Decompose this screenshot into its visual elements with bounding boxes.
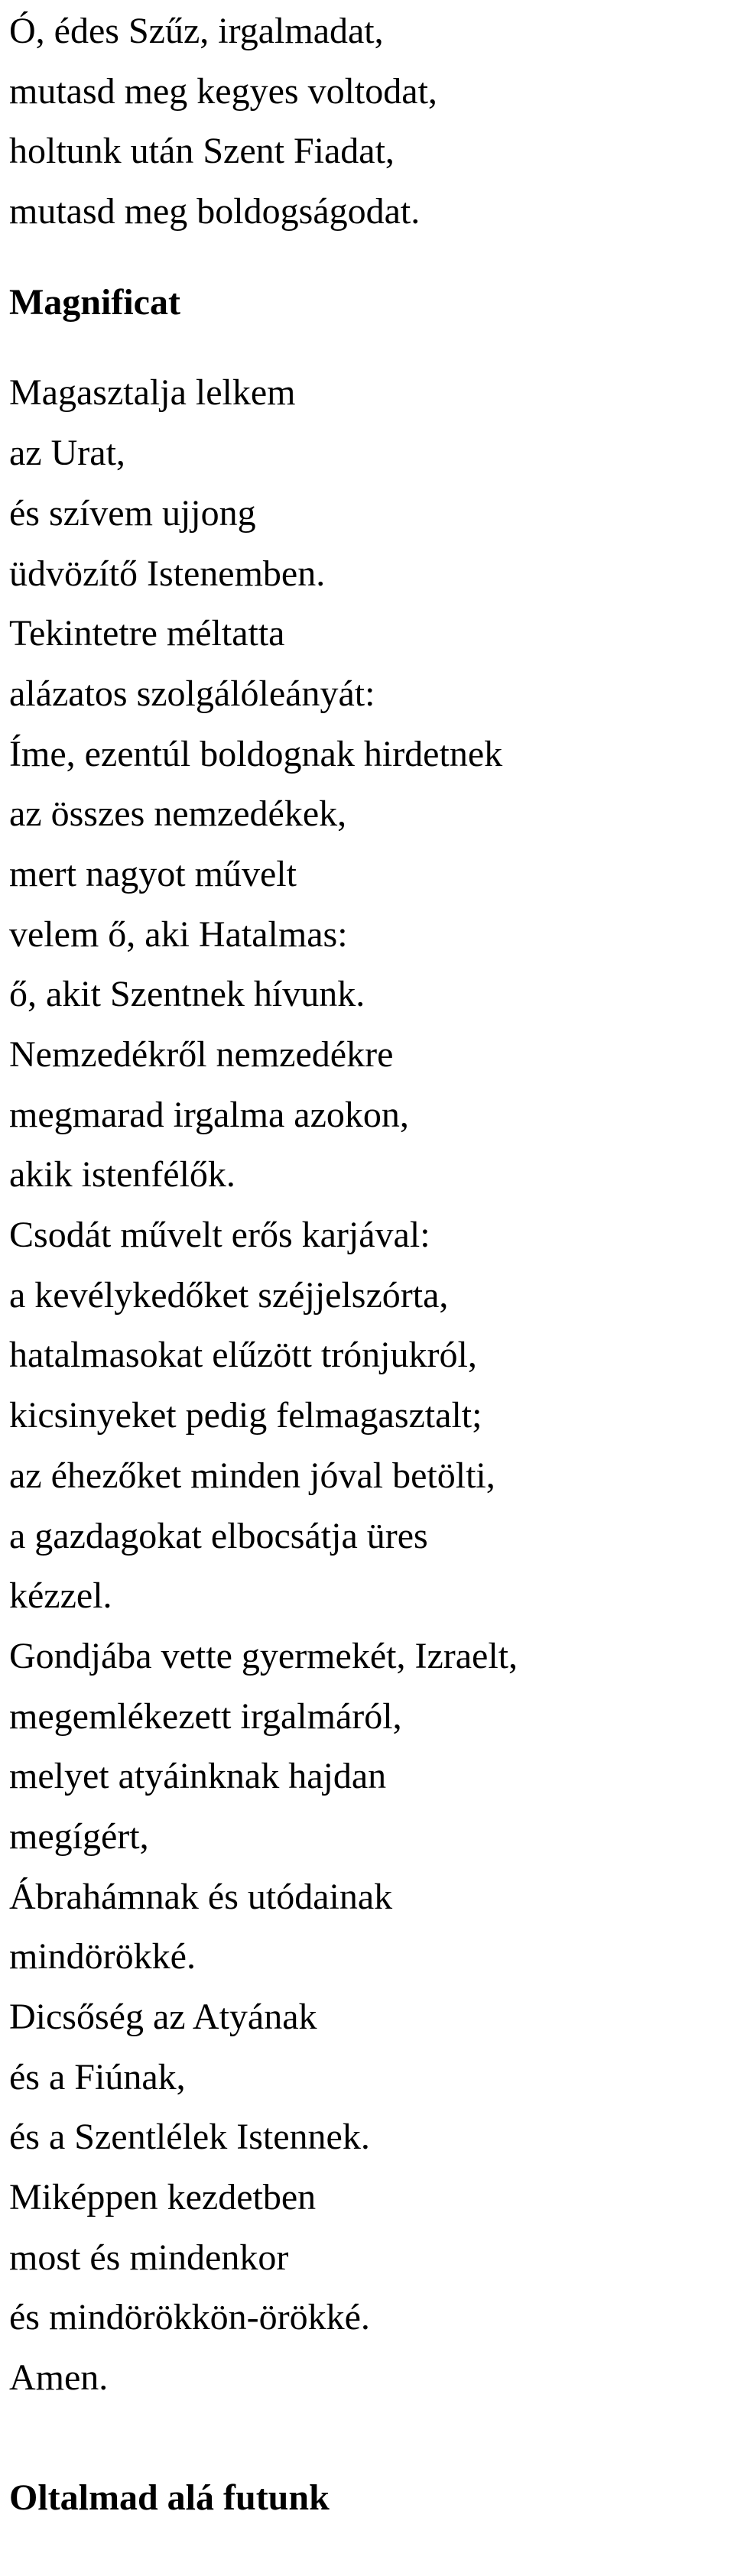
spacer <box>9 242 728 273</box>
verse-line: velem ő, aki Hatalmas: <box>9 913 348 955</box>
verse-line: Amen. <box>9 2357 109 2399</box>
verse-line: hatalmasokat elűzött trónjukról, <box>9 1335 477 1376</box>
verse-line: kicsinyeket pedig felmagasztalt; <box>9 1395 482 1436</box>
verse-line: megemlékezett irgalmáról, <box>9 1695 402 1737</box>
document-page <box>9 2 728 2529</box>
verse-line: mindörökké. <box>9 1936 196 1977</box>
verse-line: alázatos szolgálóleányát: <box>9 673 375 714</box>
verse-line: megígért, <box>9 1815 149 1857</box>
verse-line: az éhezőket minden jóval betölti, <box>9 1455 495 1496</box>
spacer <box>9 2409 728 2468</box>
verse-line: melyet atyáinknak hajdan <box>9 1756 387 1797</box>
verse-line: akik istenfélők. <box>9 1154 235 1196</box>
next-section-title: Oltalmad alá futunk <box>9 2477 330 2518</box>
verse-line: mutasd meg boldogságodat. <box>9 191 421 232</box>
verse-line: és mindörökkön-örökké. <box>9 2297 370 2338</box>
verse-line: megmarad irgalma azokon, <box>9 1094 409 1135</box>
verse-line: és a Fiúnak, <box>9 2056 186 2097</box>
verse-line: a gazdagokat elbocsátja üres <box>9 1515 428 1556</box>
verse-line: üdvözítő Istenemben. <box>9 553 326 594</box>
verse-line: holtunk után Szent Fiadat, <box>9 131 395 172</box>
verse-line: Dicsőség az Atyának <box>9 1997 317 2037</box>
verse-line: ő, akit Szentnek hívunk. <box>9 974 365 1015</box>
verse-line: Magasztalja lelkem <box>9 372 296 414</box>
verse-line: Ábrahámnak és utódainak <box>9 1876 393 1917</box>
verse-line: mutasd meg kegyes voltodat, <box>9 70 437 112</box>
verse-line: Nemzedékről nemzedékre <box>9 1034 394 1075</box>
verse-line: Ó, édes Szűz, irgalmadat, <box>9 11 384 51</box>
verse-line: az Urat, <box>9 433 125 474</box>
verse-line: Tekintetre méltatta <box>9 613 285 654</box>
verse-line: a kevélykedőket széjjelszórta, <box>9 1274 449 1316</box>
verse-line: Íme, ezentúl boldognak hirdetnek <box>9 733 503 774</box>
magnificat-text <box>9 363 728 2408</box>
verse-line: kézzel. <box>9 1575 112 1617</box>
verse-line: Gondjába vette gyermekét, Izraelt, <box>9 1635 518 1676</box>
verse-line: mert nagyot művelt <box>9 853 297 894</box>
magnificat-title: Magnificat <box>9 281 180 323</box>
spacer <box>9 333 728 363</box>
verse-line: és a Szentlélek Istennek. <box>9 2117 370 2158</box>
verse-line: és szívem ujjong <box>9 492 256 534</box>
verse-line: Miképpen kezdetben <box>9 2177 317 2218</box>
verse-line: most és mindenkor <box>9 2237 289 2278</box>
verse-line: az összes nemzedékek, <box>9 793 347 835</box>
opening-stanza <box>9 2 728 242</box>
verse-line: Csodát művelt erős karjával: <box>9 1215 430 1256</box>
